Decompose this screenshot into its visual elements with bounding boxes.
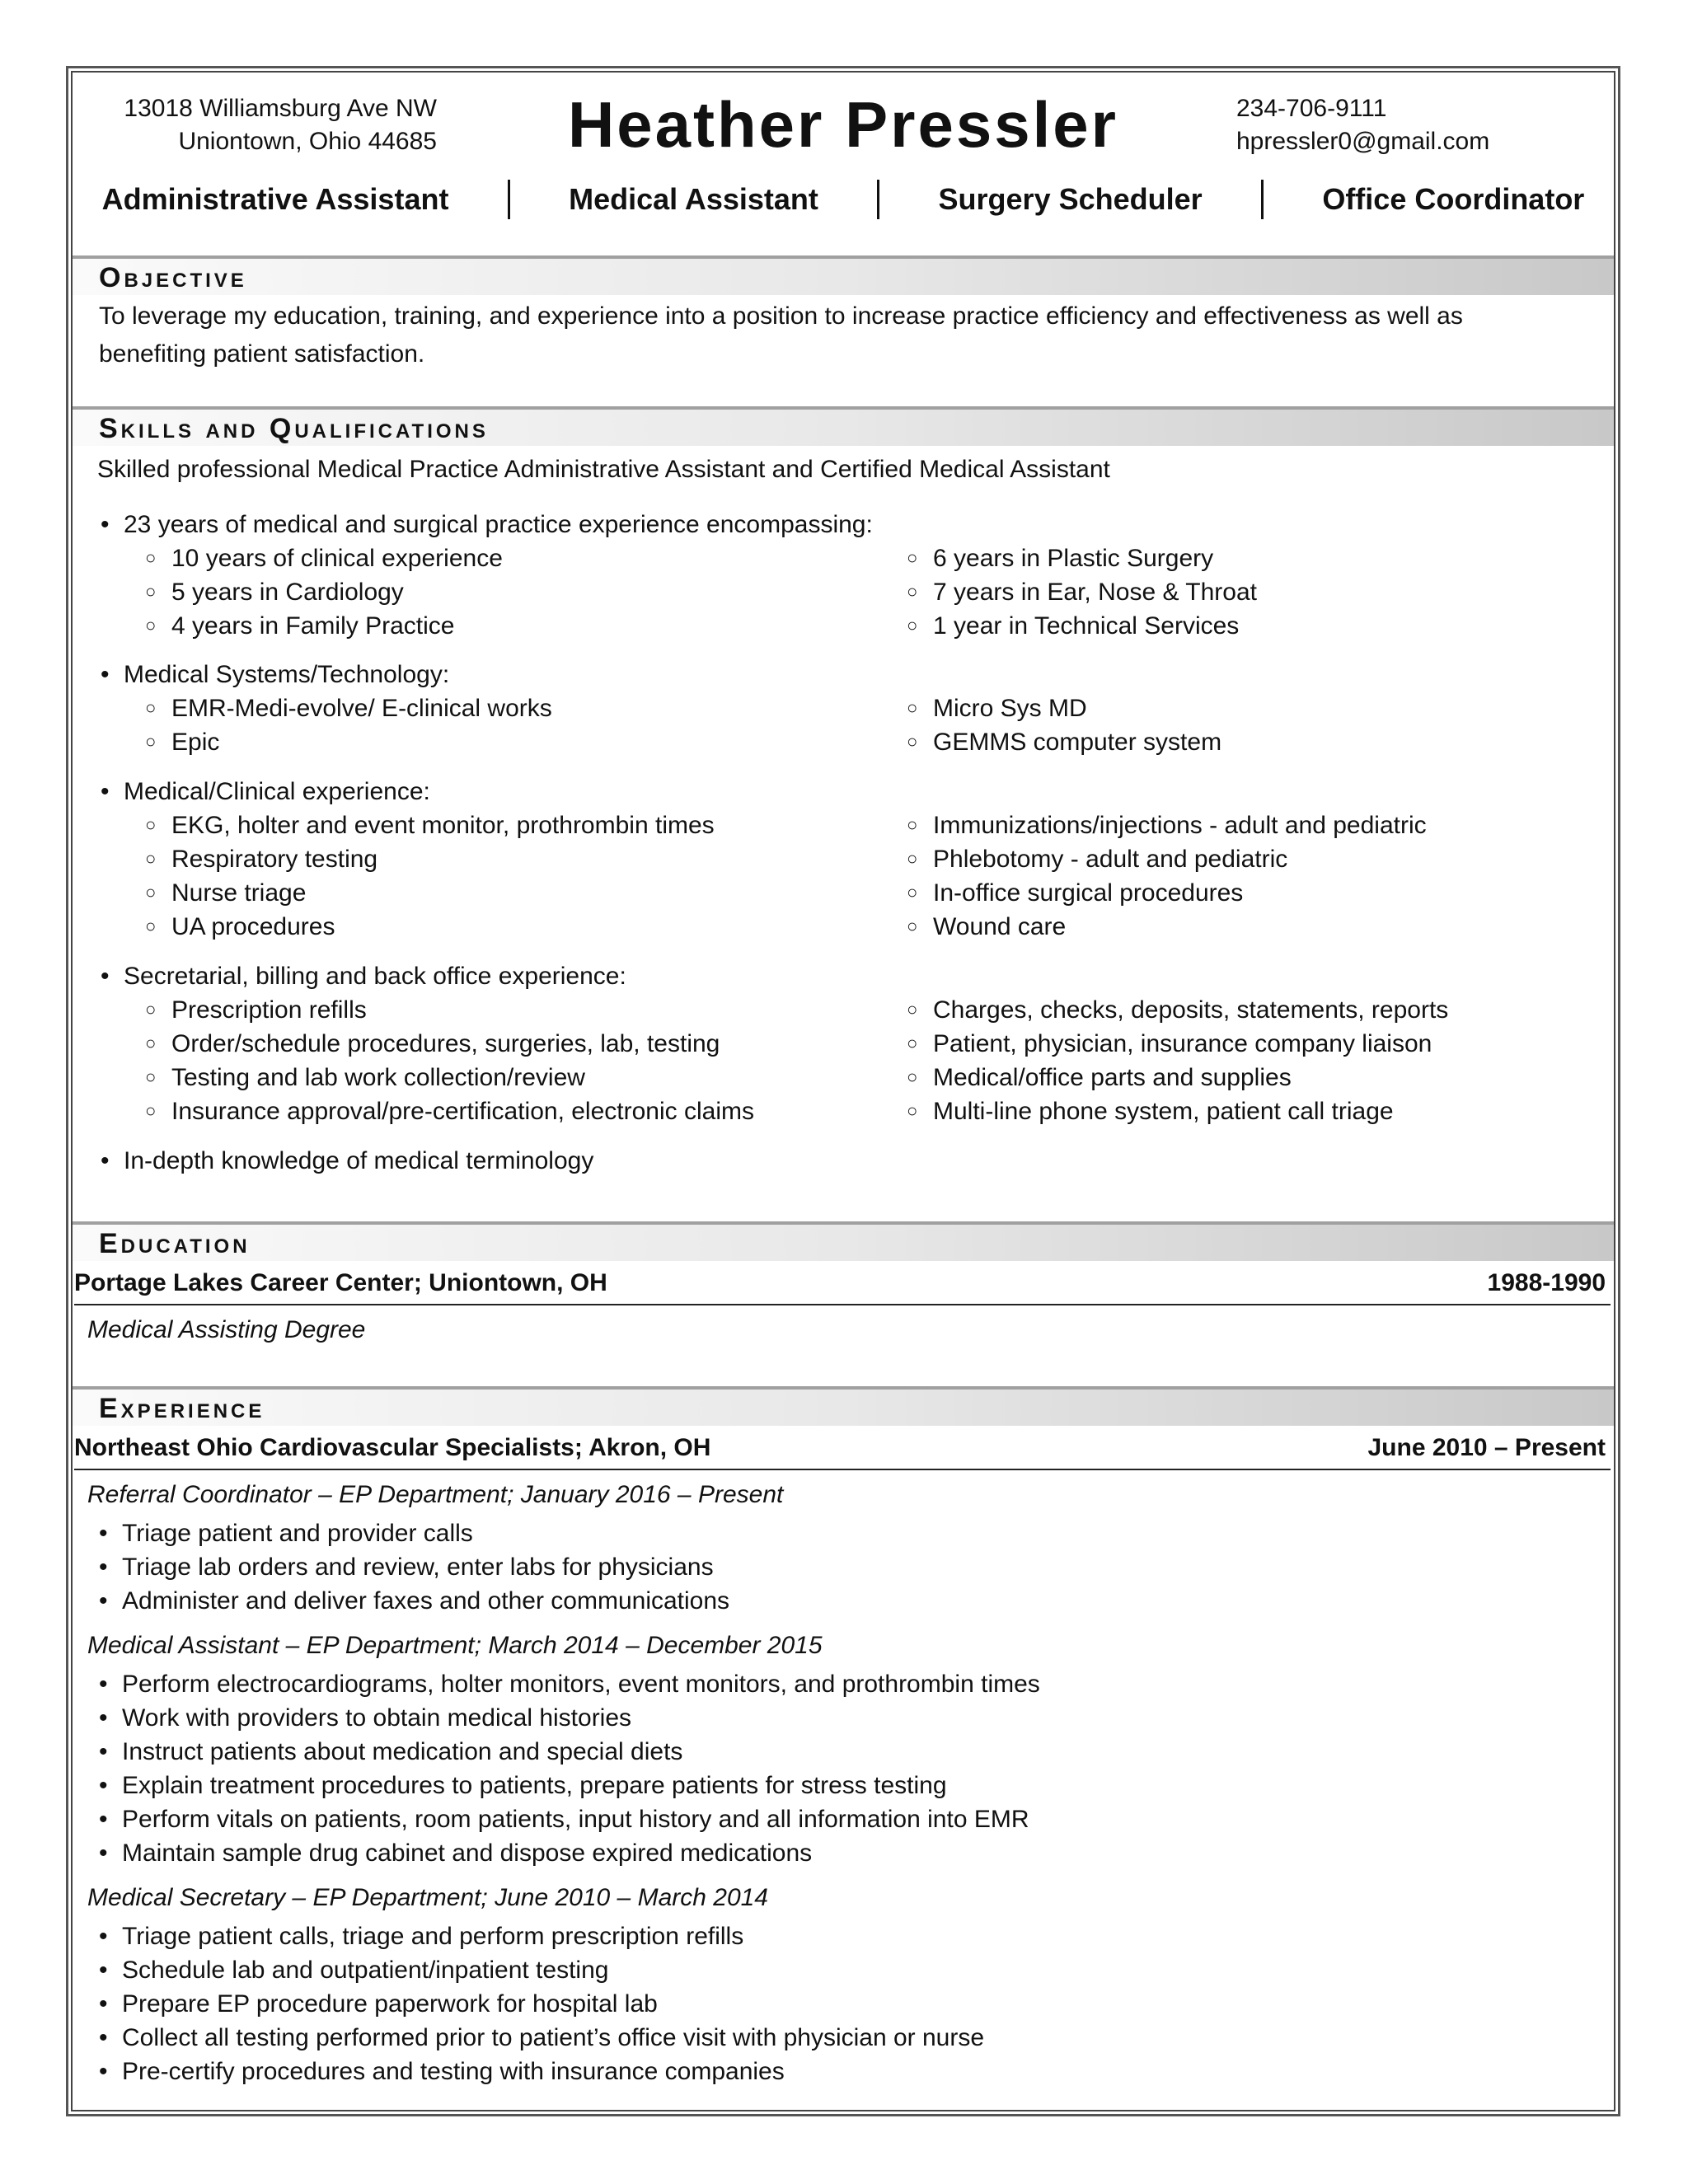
education-section-bar — [73, 1221, 1614, 1261]
list-item: ○ In-office surgical procedures — [907, 876, 1427, 910]
education-heading: Education — [99, 1228, 251, 1259]
list-item: ○ 7 years in Ear, Nose & Throat — [907, 575, 1257, 609]
skills-group-systems-left — [145, 691, 552, 759]
list-item: ○ EKG, holter and event monitor, prothrombin times — [145, 808, 715, 842]
title-divider — [877, 180, 879, 219]
list-item: ○ 4 years in Family Practice — [145, 609, 503, 643]
list-item: ○ 1 year in Technical Services — [907, 609, 1257, 643]
list-item: • Medical/Clinical experience: — [97, 775, 430, 808]
title-administrative-assistant: Administrative Assistant — [101, 182, 449, 216]
list-item: ○ Prescription refills — [145, 993, 754, 1027]
skills-heading: Skills and Qualifications — [99, 413, 489, 444]
list-item: • In-depth knowledge of medical terminology — [97, 1144, 593, 1178]
list-item: ○ Multi-line phone system, patient call triage — [907, 1094, 1448, 1128]
list-item: • Schedule lab and outpatient/inpatient testing — [96, 1953, 984, 1987]
list-item: ○ Phlebotomy - adult and pediatric — [907, 842, 1427, 876]
title-office-coordinator: Office Coordinator — [1322, 182, 1585, 216]
skills-group-experience-right — [907, 541, 1257, 643]
email: hpressler0@gmail.com — [1236, 128, 1490, 155]
list-item: • Collect all testing performed prior to patient’s office visit with physician or nurse — [96, 2021, 984, 2055]
skills-group-systems — [97, 658, 449, 691]
list-item: ○ Micro Sys MD — [907, 691, 1221, 725]
list-item: ○ Nurse triage — [145, 876, 715, 910]
objective-line2: benefiting patient satisfaction. — [99, 340, 425, 368]
list-item: • 23 years of medical and surgical practice experience encompassing: — [97, 508, 873, 541]
skills-group-secretarial — [97, 959, 626, 993]
list-item: ○ Testing and lab work collection/review — [145, 1061, 754, 1094]
title-divider — [508, 180, 510, 219]
list-item: ○ UA procedures — [145, 910, 715, 944]
experience-heading: Experience — [99, 1393, 265, 1424]
role-medical-secretary-duties — [96, 1919, 984, 2088]
school-name: Portage Lakes Career Center; Uniontown, OH — [74, 1269, 607, 1296]
skills-group-clinical-right — [907, 808, 1427, 944]
contact-info — [1236, 92, 1489, 158]
list-item: • Administer and deliver faxes and other communications — [96, 1584, 729, 1618]
skills-group-clinical-left — [145, 808, 715, 944]
phone: 234-706-9111 — [1236, 95, 1387, 122]
list-item: ○ 6 years in Plastic Surgery — [907, 541, 1257, 575]
list-item: • Secretarial, billing and back office experience: — [97, 959, 626, 993]
skills-group-secretarial-left — [145, 993, 754, 1128]
list-item: ○ 5 years in Cardiology — [145, 575, 503, 609]
objective-text — [99, 298, 1463, 373]
role-title: Referral Coordinator – EP Department; January 2016 – Present — [87, 1481, 784, 1508]
list-item: ○ Charges, checks, deposits, statements, reports — [907, 993, 1448, 1027]
skills-group-clinical — [97, 775, 430, 808]
title-divider — [1261, 180, 1264, 219]
list-item: ○ Respiratory testing — [145, 842, 715, 876]
degree: Medical Assisting Degree — [87, 1316, 366, 1343]
list-item: ○ Immunizations/injections - adult and pediatric — [907, 808, 1427, 842]
employer-name: Northeast Ohio Cardiovascular Specialists; Akron, OH — [74, 1434, 711, 1461]
list-item: ○ EMR-Medi-evolve/ E-clinical works — [145, 691, 552, 725]
objective-line1: To leverage my education, training, and experience into a position to increase practice efficiency and effectiveness as well as — [99, 302, 1463, 330]
address-line2: Uniontown, Ohio 44685 — [178, 128, 437, 155]
candidate-name: Heather Pressler — [567, 88, 1119, 161]
education-dates: 1988-1990 — [1487, 1269, 1606, 1296]
list-item: • Triage lab orders and review, enter labs for physicians — [96, 1550, 729, 1584]
skills-section-bar — [73, 406, 1614, 446]
education-entry-header — [74, 1269, 1611, 1305]
title-medical-assistant: Medical Assistant — [569, 182, 818, 216]
objective-section-bar — [73, 255, 1614, 295]
list-item: • Explain treatment procedures to patients, prepare patients for stress testing — [96, 1769, 1040, 1802]
list-item: ○ Patient, physician, insurance company liaison — [907, 1027, 1448, 1061]
list-item: ○ Epic — [145, 725, 552, 759]
list-item: • Medical Systems/Technology: — [97, 658, 449, 691]
list-item: • Triage patient and provider calls — [96, 1516, 729, 1550]
objective-heading: Objective — [99, 262, 247, 293]
job-titles — [73, 176, 1614, 223]
list-item: • Maintain sample drug cabinet and dispose expired medications — [96, 1836, 1040, 1870]
list-item: • Prepare EP procedure paperwork for hospital lab — [96, 1987, 984, 2021]
resume-header — [73, 73, 1614, 254]
skills-group-experience-left — [145, 541, 503, 643]
role-title: Medical Assistant – EP Department; March 2014 – December 2015 — [87, 1632, 823, 1659]
list-item: ○ Wound care — [907, 910, 1427, 944]
list-item: • Pre-certify procedures and testing with insurance companies — [96, 2055, 984, 2088]
experience-section-bar — [73, 1386, 1614, 1426]
list-item: • Triage patient calls, triage and perform prescription refills — [96, 1919, 984, 1953]
role-referral-duties — [96, 1516, 729, 1618]
list-item: ○ GEMMS computer system — [907, 725, 1221, 759]
experience-dates: June 2010 – Present — [1367, 1434, 1606, 1461]
list-item: ○ Order/schedule procedures, surgeries, lab, testing — [145, 1027, 754, 1061]
skills-terminology — [97, 1144, 593, 1178]
skills-group-systems-right — [907, 691, 1221, 759]
list-item: ○ Insurance approval/pre-certification, electronic claims — [145, 1094, 754, 1128]
skills-group-experience — [97, 508, 873, 541]
list-item: • Instruct patients about medication and special diets — [96, 1735, 1040, 1769]
role-medical-assistant-duties — [96, 1667, 1040, 1870]
skills-group-secretarial-right — [907, 993, 1448, 1128]
role-title: Medical Secretary – EP Department; June 2010 – March 2014 — [87, 1884, 768, 1911]
list-item: • Perform electrocardiograms, holter monitors, event monitors, and prothrombin times — [96, 1667, 1040, 1701]
title-surgery-scheduler: Surgery Scheduler — [938, 182, 1203, 216]
list-item: • Perform vitals on patients, room patients, input history and all information into EMR — [96, 1802, 1040, 1836]
list-item: ○ Medical/office parts and supplies — [907, 1061, 1448, 1094]
experience-entry-header — [74, 1434, 1611, 1470]
address-line1: 13018 Williamsburg Ave NW — [124, 95, 437, 122]
skills-summary: Skilled professional Medical Practice Administrative Assistant and Certified Medical Assistant — [97, 456, 1110, 483]
list-item: ○ 10 years of clinical experience — [145, 541, 503, 575]
list-item: • Work with providers to obtain medical histories — [96, 1701, 1040, 1735]
